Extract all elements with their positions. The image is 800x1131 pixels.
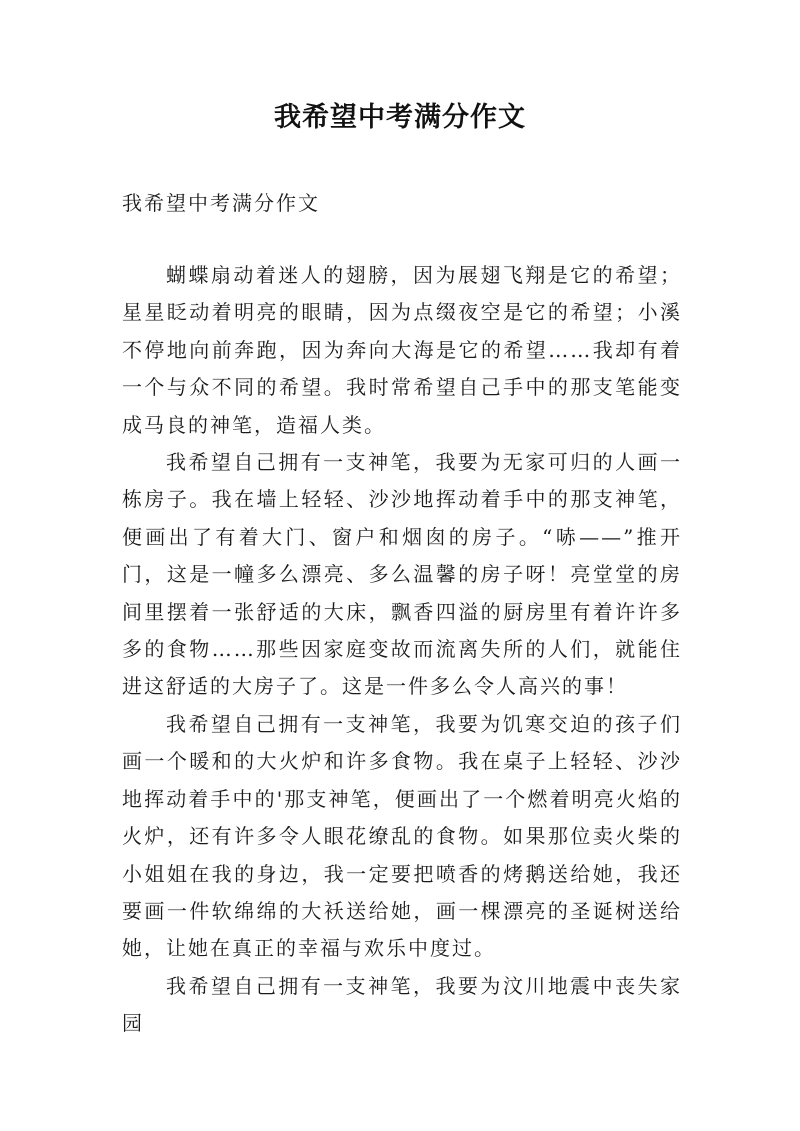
paragraph: 我希望自己拥有一支神笔，我要为无家可归的人画一栋房子。我在墙上轻轻、沙沙地挥动着手中的那支神笔，便画出了有着大门、窗户和烟囱的房子。“哧——”推开门，这是一幢多么漂亮、多么温馨的房子呀！亮堂堂的房间里摆着一张舒适的大床，飘香四溢的厨房里有着许许多多的食物……那些因家庭变故而流离失所的人们，就能住进这舒适的大房子了。这是一件多么令人高兴的事！ (122, 450, 682, 699)
paragraph: 蝴蝶扇动着迷人的翅膀，因为展翅飞翔是它的希望；星星眨动着明亮的眼睛，因为点缀夜空是它的希望；小溪不停地向前奔跑，因为奔向大海是它的希望……我却有着一个与众不同的希望。我时常希望自己手中的那支笔能变成马良的神笔，造福人类。 (122, 263, 682, 437)
document-subtitle: 我希望中考满分作文 (122, 191, 320, 215)
document-title: 我希望中考满分作文 (274, 102, 526, 133)
paragraph: 我希望自己拥有一支神笔，我要为饥寒交迫的孩子们画一个暖和的大火炉和许多食物。我在桌子上轻轻、沙沙地挥动着手中的'那支神笔，便画出了一个燃着明亮火焰的火炉，还有许多令人眼花缭乱的食物。如果那位卖火柴的小姐姐在我的身边，我一定要把喷香的烤鹅送给她，我还要画一件软绵绵的大袄送给她，画一棵漂亮的圣诞树送给她，让她在真正的幸福与欢乐中度过。 (122, 711, 682, 961)
paragraph: 我希望自己拥有一支神笔，我要为汶川地震中丧失家园 (122, 973, 682, 1036)
document-body (122, 257, 682, 1043)
